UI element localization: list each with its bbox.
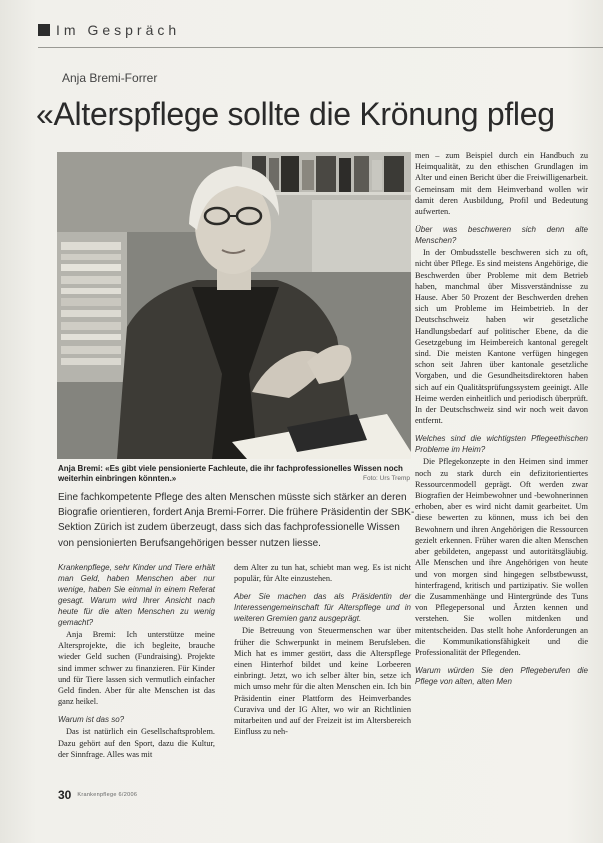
section-header [38,22,180,38]
lead-paragraph: Eine fachkompetente Pflege des alten Menschen müsste sich stärker an deren Biografie orientieren, fordert Anja Bremi-Forrer. Die frühere Präsidentin der SBK-Sektion Zürich ist zudem überzeugt, dass sich das fachprofessionelle Wissen von pensionierten Berufsangehörigen besser nutzen liesse. [58,492,415,549]
question: Krankenpflege, sehr Kinder und Tiere erhält man Geld, haben Menschen aber nur wenige, haben Sie einmal in einem Referat gesagt. Warum wird Ihrer Ansicht nach heute für die alten Menschen zu wenig gemacht? [58,563,215,627]
question: Welches sind die wichtigsten Pflegeethischen Probleme im Heim? [415,434,588,455]
page-number: 30 [58,788,72,802]
question: Über was beschweren sich denn alte Menschen? [415,225,588,246]
answer: In der Ombudsstelle beschweren sich zu oft, nicht über Pflege. Es sind meistens Angehörige, die Beschwerden über Probleme mit dem Betrieb haben, manchmal über Missverständnisse zu Hause. Aber 50 Prozent der Beschwerden drehen sich um Probleme im Heimbetrieb. In der Deutschschweiz haben wir gesetzliche Handlungsbedarf auf politischer Ebene, da die Gesetzgebung im Heimbereich kantonal geregelt sind. Die meisten Kantone verfügen hingegen schon seit Jahren über kantonale gesetzliche Vorgaben, und die Gesundheitsdirektoren haben sich auf ein Qualitätsprüfungssystem geeinigt. Alle Heime werden einheitlich und periodisch überprüft. In der Deutschschweiz sind wir noch weit davon entfernt. [415,248,588,426]
answer: Die Pflegekonzepte in den Heimen sind immer noch zu stark durch ein defizitorientiertes Ressourcenmodell geprägt. Oft werden zwar Biografien der Heimbewohner und -bewohnerinnen erhoben, aber es wird nicht damit gearbeitet. Um diese bewerten zu können, muss ich bei den Bewohnern und ihren Angehörigen die Ressourcen gezielt erkennen. Früher waren die alten Menschen aber gebildeten, angepasst und autoritätsgläubig. Alle Menschen und ihre Angehörigen von heute und von morgen sind hingegen selbstbewusst, hinterfragend, kritisch und partizipativ. Sie wollen die Zusammenhänge und Hintergründe des Tuns von Pflegepersonal und Ärzten kennen und verstehen. Sie wollen mitdenken und mitentscheiden. Das stellt hohe Anforderungen an die Kommunikationsfähigkeit und die Professionalität der Pflegenden. [415,457,588,657]
caption-text: Anja Bremi: «Es gibt viele pensionierte Fachleute, die ihr fachprofessionelles Wissen noch weiterhin einbringen könnten.» [58,464,403,483]
answer: Das ist natürlich ein Gesellschaftsproblem. Dazu gehört auf den Sport, dazu die Kultur, der Sinnfrage. Alles was mit [58,727,215,759]
section-label: Im Gespräch [56,22,181,38]
answer: Die Betreuung von Steuermenschen war über früher die Schwerpunkt in meinem Berufsleben. Mich hat es immer gestört, dass die Alterspflege einen Hinterhof bildet und keine Lorbeeren einbringt. Jetzt, wo ich selber älter bin, setze ich mich umso mehr für die alten Menschen ein. Ich bin Präsidentin einer Plattform des Heimverbandes Curaviva und der IG Alter, wo wir an Richtlinien mitarbeiten und auf der Freizeit ist im Altersbereich Einfluss zu neh- [234,626,411,737]
page-footer [58,788,137,802]
section-square-icon [38,24,50,36]
header-rule [38,47,603,48]
text-column-2 [234,562,411,737]
publication-name: Krankenpflege 6/2006 [77,792,138,798]
author-name: Anja Bremi-Forrer [62,71,158,85]
text-column-3 [415,150,588,688]
question: Warum würden Sie den Pflegeberufen die Pflege von alten, alten Men [415,666,588,687]
photo-credit: Foto: Urs Tremp [363,475,410,482]
interview-photo [57,152,411,459]
article-title: «Alterspflege sollte die Krönung pfleg [36,96,555,132]
answer: dem Alter zu tun hat, schiebt man weg. Es ist nicht populär, für Alte einzustehen. [234,563,411,584]
question: Warum ist das so? [58,715,125,725]
answer: men – zum Beispiel durch ein Handbuch zu Heimqualität, zu den ethischen Grundlagen im Alter und einen Bericht über die Freiwilligenarbeit. Gemeinsam mit dem Heimverband wollen wir damit deren Ausbildung, Profil und Bedeutung aufwerten. [415,151,588,217]
question: Aber Sie machen das als Präsidentin der Interessengemeinschaft für Alterspflege und in weiteren Gremien ganz ausgeprägt. [234,592,411,624]
text-column-1 [58,562,215,760]
photo-caption [58,464,410,484]
photo-illustration [57,152,411,459]
answer: Anja Bremi: Ich unterstütze meine Altersprojekte, die ich begleite, brauche wieder Geld suchen (Fundraising). Projekte sind immer schwer zu finanzieren. Für Kinder und für Tiere lassen sich vermutlich einfacher Geld finden. Aber für alte Menschen ist das ganz heikel. [58,630,215,707]
